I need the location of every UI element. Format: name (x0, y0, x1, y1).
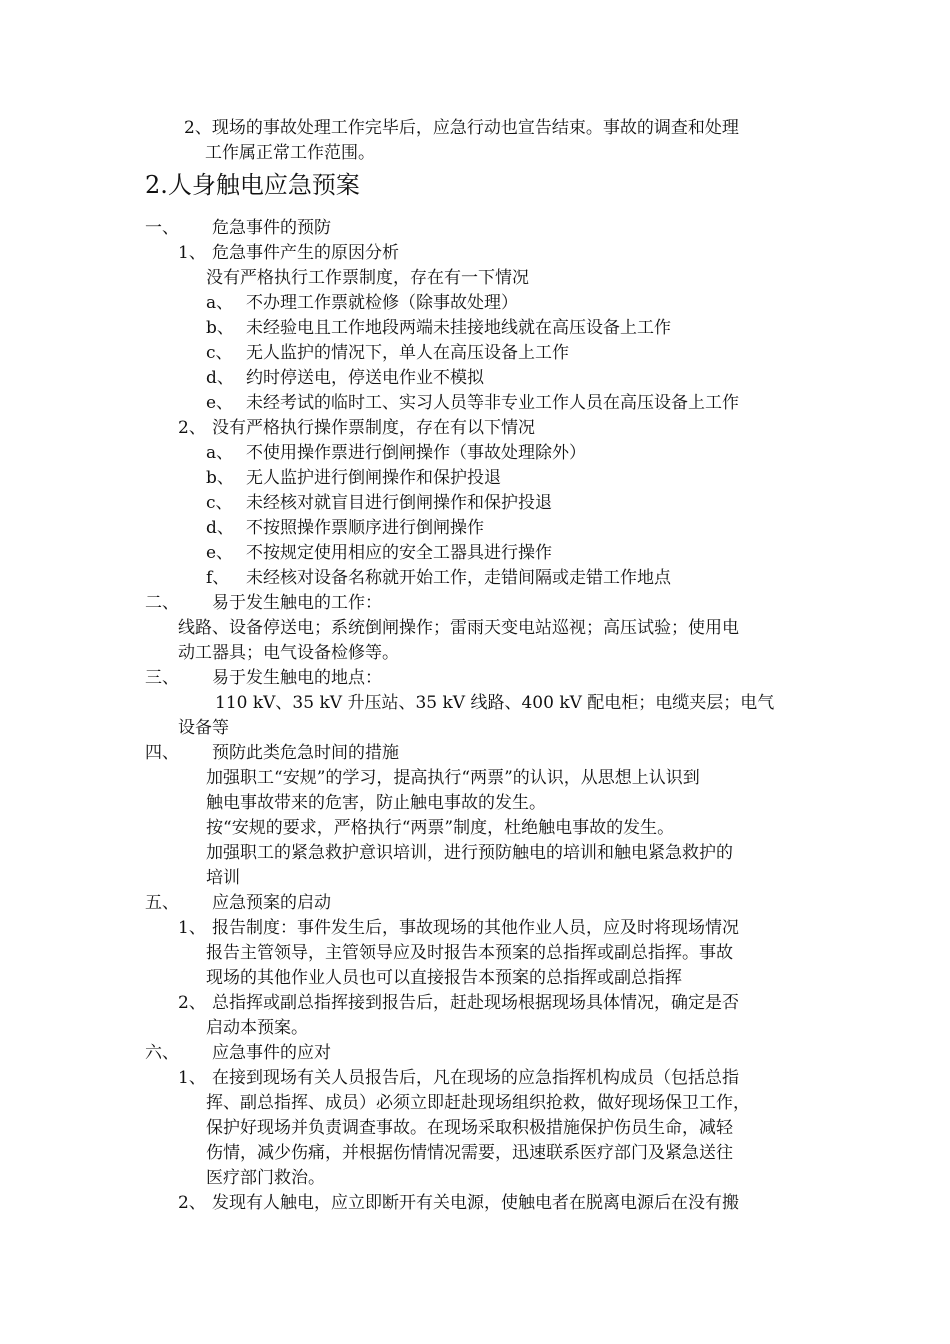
s5-marker: 五、 (145, 893, 179, 913)
s1-p2-item-marker: d、 (206, 518, 234, 538)
s6-p1-marker: 1、 (178, 1068, 206, 1088)
s1-p2-item-text: 未经核对就盲目进行倒闸操作和保护投退 (246, 493, 552, 513)
s5-p2-line: 启动本预案。 (206, 1018, 308, 1038)
s6-p2-line: 发现有人触电，应立即断开有关电源，使触电者在脱离电源后在没有搬 (212, 1193, 739, 1213)
s1-p2-item-marker: e、 (206, 543, 234, 563)
s1-p1-item-marker: c、 (206, 343, 233, 363)
s3-marker: 三、 (145, 668, 179, 688)
s4-line: 按“安规的要求，严格执行“两票”制度，杜绝触电事故的发生。 (206, 818, 675, 838)
s2-line: 线路、设备停送电；系统倒闸操作；雷雨天变电站巡视；高压试验；使用电 (178, 618, 739, 638)
s2-heading: 易于发生触电的工作： (212, 593, 382, 613)
s1-p1-item-marker: d、 (206, 368, 234, 388)
s4-line: 培训 (206, 868, 240, 888)
s1-p2-heading: 没有严格执行操作票制度，存在有以下情况 (212, 418, 535, 438)
s1-p2-item-marker: f、 (206, 568, 230, 588)
s1-p1-item-marker: e、 (206, 393, 234, 413)
s6-heading: 应急事件的应对 (212, 1043, 331, 1063)
s4-line: 触电事故带来的危害，防止触电事故的发生。 (206, 793, 546, 813)
s6-p1-line: 在接到现场有关人员报告后，凡在现场的应急指挥机构成员（包括总指 (212, 1068, 739, 1088)
s5-heading: 应急预案的启动 (212, 893, 331, 913)
s4-line: 加强职工“安规”的学习，提高执行“两票”的认识，从思想上认识到 (206, 768, 700, 788)
s5-p2-marker: 2、 (178, 993, 206, 1013)
s1-p2-item-text: 不按规定使用相应的安全工器具进行操作 (246, 543, 552, 563)
s5-p1-line: 报告制度：事件发生后，事故现场的其他作业人员，应及时将现场情况 (212, 918, 739, 938)
s1-p1-item-text: 不办理工作票就检修（除事故处理） (246, 293, 518, 313)
s1-p2-item-marker: b、 (206, 468, 234, 488)
s1-p2-item-text: 不按照操作票顺序进行倒闸操作 (246, 518, 484, 538)
s3-line: 设备等 (178, 718, 229, 738)
s1-heading: 危急事件的预防 (212, 218, 331, 238)
s1-p1-item-text: 未经验电且工作地段两端未挂接地线就在高压设备上工作 (246, 318, 671, 338)
s2-line: 动工器具；电气设备检修等。 (178, 643, 399, 663)
s1-p1-item-text: 无人监护的情况下，单人在高压设备上工作 (246, 343, 569, 363)
s2-marker: 二、 (145, 593, 179, 613)
s6-p1-line: 保护好现场并负责调查事故。在现场采取积极措施保护伤员生命，减轻 (206, 1118, 733, 1138)
intro-text-1: 现场的事故处理工作完毕后，应急行动也宣告结束。事故的调查和处理 (211, 118, 739, 138)
s6-p1-line: 医疗部门救治。 (206, 1168, 325, 1188)
s4-heading: 预防此类危急时间的措施 (212, 743, 399, 763)
s6-p1-line: 挥、副总指挥、成员）必须立即赶赴现场组织抢救，做好现场保卫工作， (206, 1093, 750, 1113)
s3-line: 110 kV、35 kV 升压站、35 kV 线路、400 kV 配电柜；电缆夹层；电气 (215, 693, 775, 713)
s6-marker: 六、 (145, 1043, 179, 1063)
intro-line-2: 工作属正常工作范围。 (205, 143, 375, 163)
s1-p1-intro: 没有严格执行工作票制度，存在有一下情况 (206, 268, 529, 288)
s3-heading: 易于发生触电的地点： (212, 668, 382, 688)
s1-marker: 一、 (145, 218, 179, 238)
s1-p1-heading: 危急事件产生的原因分析 (212, 243, 399, 263)
s1-p1-item-marker: a、 (206, 293, 234, 313)
s1-p1-item-text: 约时停送电，停送电作业不模拟 (246, 368, 484, 388)
s6-p1-line: 伤情，减少伤痛，并根据伤情情况需要，迅速联系医疗部门及紧急送往 (206, 1143, 733, 1163)
s5-p2-line: 总指挥或副总指挥接到报告后，赶赴现场根据现场具体情况，确定是否 (212, 993, 739, 1013)
s5-p1-line: 报告主管领导，主管领导应及时报告本预案的总指挥或副总指挥。事故 (206, 943, 733, 963)
s5-p1-marker: 1、 (178, 918, 206, 938)
s1-p2-item-marker: c、 (206, 493, 233, 513)
s6-p2-marker: 2、 (178, 1193, 206, 1213)
s1-p2-item-text: 不使用操作票进行倒闸操作（事故处理除外） (246, 443, 586, 463)
s1-p2-item-text: 无人监护进行倒闸操作和保护投退 (246, 468, 501, 488)
s1-p1-item-marker: b、 (206, 318, 234, 338)
s1-p1-marker: 1、 (178, 243, 206, 263)
intro-line-1 (184, 116, 739, 141)
s1-p1-item-text: 未经考试的临时工、实习人员等非专业工作人员在高压设备上工作 (246, 393, 739, 413)
s4-line: 加强职工的紧急救护意识培训，进行预防触电的培训和触电紧急救护的 (206, 843, 733, 863)
s1-p2-marker: 2、 (178, 418, 206, 438)
intro-marker: 2、 (184, 118, 212, 138)
s1-p2-item-marker: a、 (206, 443, 234, 463)
s1-p2-item-text: 未经核对设备名称就开始工作，走错间隔或走错工作地点 (246, 568, 671, 588)
s4-marker: 四、 (145, 743, 179, 763)
section-title: 2.人身触电应急预案 (145, 171, 360, 199)
s5-p1-line: 现场的其他作业人员也可以直接报告本预案的总指挥或副总指挥 (206, 968, 682, 988)
